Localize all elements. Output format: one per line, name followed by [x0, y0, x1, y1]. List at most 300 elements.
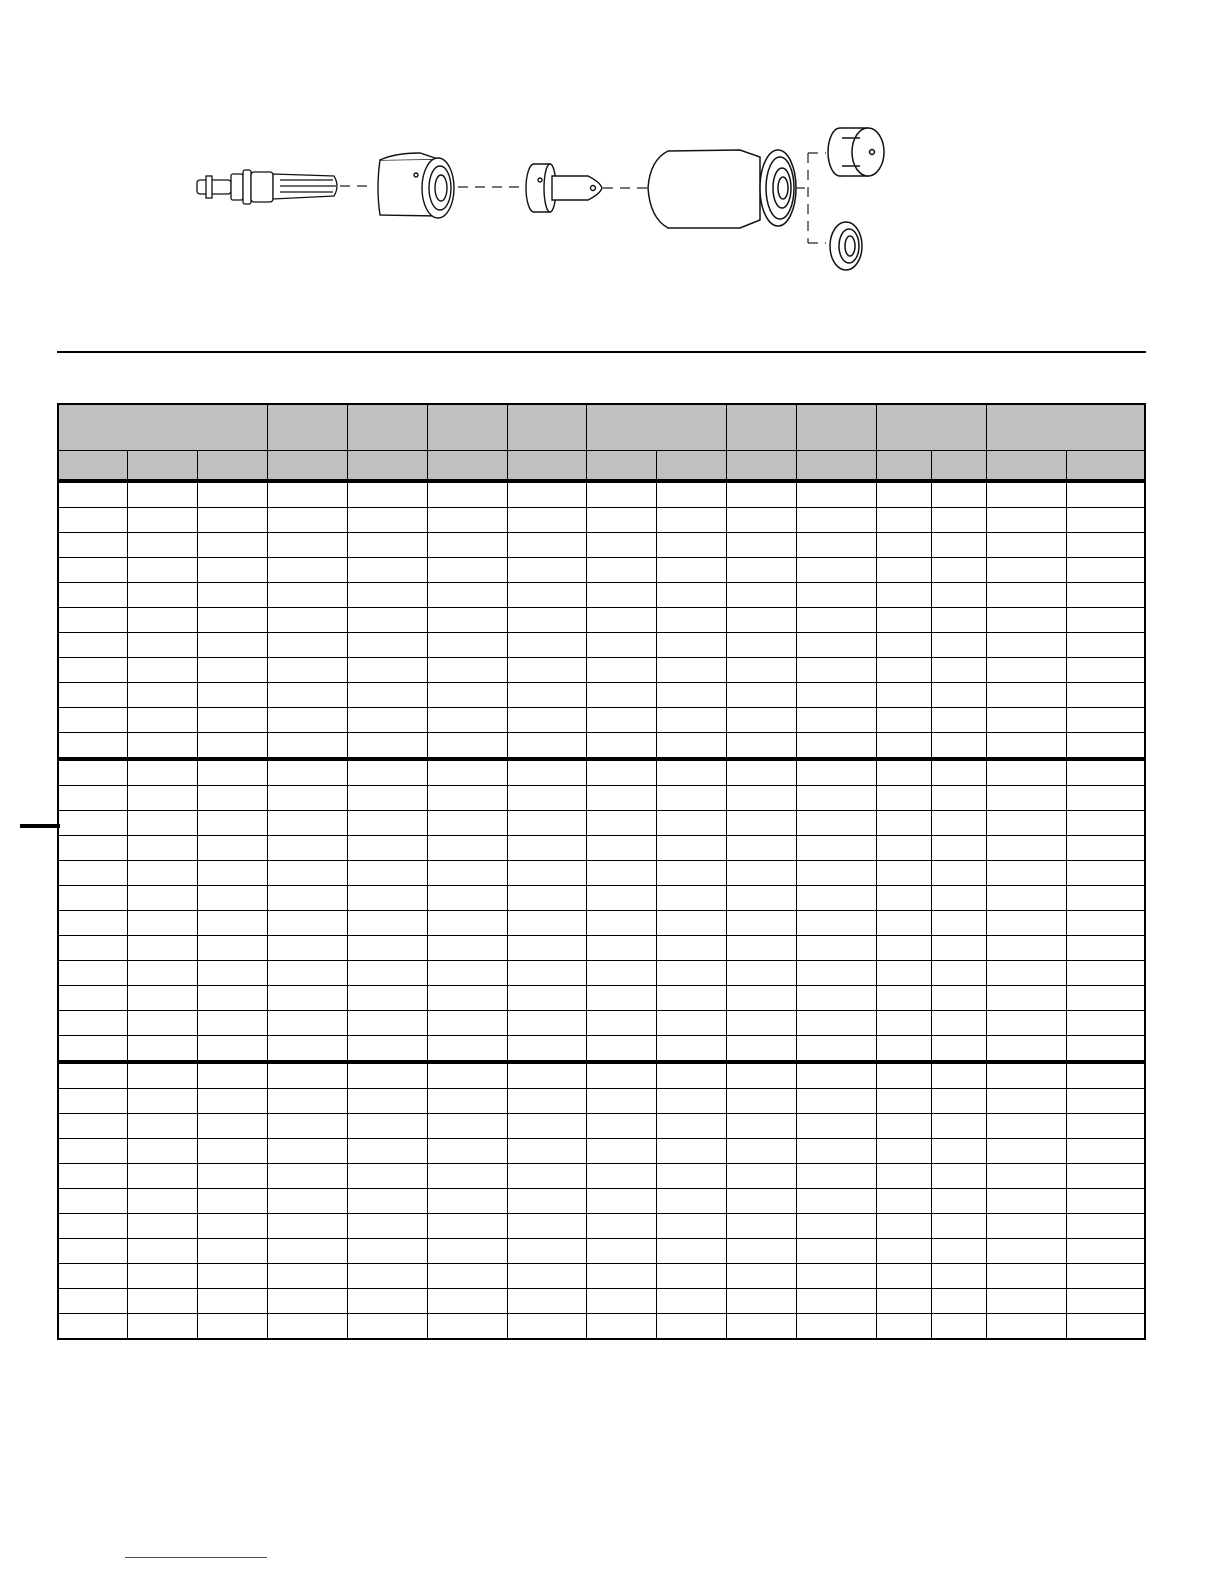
table-cell [267, 683, 347, 708]
table-cell [58, 633, 127, 658]
table-cell [876, 1089, 931, 1114]
table-cell [127, 608, 197, 633]
table-cell [127, 936, 197, 961]
table-cell [726, 608, 796, 633]
table-cell [931, 558, 986, 583]
table-cell [656, 1289, 726, 1314]
table-cell [986, 481, 1066, 508]
table-cell [347, 658, 427, 683]
table-cell [796, 733, 876, 760]
table-cell [507, 558, 586, 583]
table-cell [127, 708, 197, 733]
table-cell [586, 683, 656, 708]
table-cell [726, 1114, 796, 1139]
table-cell [876, 733, 931, 760]
table-cell [876, 533, 931, 558]
table-cell [1066, 811, 1145, 836]
table-cell [507, 1239, 586, 1264]
table-cell [586, 861, 656, 886]
table-cell [267, 1264, 347, 1289]
table-cell [1066, 733, 1145, 760]
table-cell [656, 1264, 726, 1289]
table-cell [58, 1114, 127, 1139]
table-row [58, 1164, 1145, 1189]
table-cell [58, 986, 127, 1011]
table-cell [586, 1139, 656, 1164]
table-cell [586, 481, 656, 508]
table-cell [58, 886, 127, 911]
table-cell [726, 1314, 796, 1340]
table-cell [1066, 683, 1145, 708]
table-cell [656, 633, 726, 658]
table-cell [876, 608, 931, 633]
table-cell [656, 1189, 726, 1214]
table-cell [58, 733, 127, 760]
table-cell [58, 481, 127, 508]
table-cell [58, 1062, 127, 1089]
table-cell [267, 1089, 347, 1114]
table-cell [347, 558, 427, 583]
subheader-cell [347, 451, 427, 482]
table-cell [58, 1264, 127, 1289]
table-cell [726, 861, 796, 886]
table-cell [986, 583, 1066, 608]
table-cell [986, 1062, 1066, 1089]
table-cell [197, 986, 267, 1011]
table-row [58, 911, 1145, 936]
table-cell [726, 658, 796, 683]
table-cell [267, 733, 347, 760]
change-bar [20, 824, 60, 828]
table-cell [197, 608, 267, 633]
table-cell [58, 759, 127, 786]
table-cell [656, 708, 726, 733]
table-cell [127, 658, 197, 683]
table-cell [197, 583, 267, 608]
table-cell [656, 911, 726, 936]
table-cell [197, 836, 267, 861]
table-cell [427, 886, 507, 911]
table-cell [986, 986, 1066, 1011]
table-cell [58, 508, 127, 533]
table-cell [427, 1314, 507, 1340]
table-cell [347, 936, 427, 961]
table-cell [347, 583, 427, 608]
subheader-cell [876, 451, 931, 482]
table-cell [197, 911, 267, 936]
table-cell [267, 1062, 347, 1089]
table-cell [656, 811, 726, 836]
table-cell [586, 836, 656, 861]
table-cell [127, 1089, 197, 1114]
table-cell [427, 961, 507, 986]
table-cell [876, 1189, 931, 1214]
table-cell [586, 886, 656, 911]
table-cell [507, 911, 586, 936]
table-cell [586, 786, 656, 811]
table-cell [586, 936, 656, 961]
table-cell [986, 786, 1066, 811]
table-cell [726, 1289, 796, 1314]
table-cell [58, 708, 127, 733]
table-cell [1066, 608, 1145, 633]
table-cell [931, 658, 986, 683]
table-cell [427, 1114, 507, 1139]
table-cell [931, 481, 986, 508]
subheader-cell [58, 451, 127, 482]
table-cell [986, 633, 1066, 658]
table-cell [197, 1164, 267, 1189]
table-row [58, 786, 1145, 811]
table-row [58, 811, 1145, 836]
table-cell [267, 986, 347, 1011]
table-cell [931, 1011, 986, 1036]
table-cell [58, 811, 127, 836]
table-cell [986, 1239, 1066, 1264]
header-group-cell [427, 404, 507, 451]
table-cell [796, 811, 876, 836]
table-cell [1066, 886, 1145, 911]
table-cell [1066, 658, 1145, 683]
table-cell [58, 1036, 127, 1063]
subheader-cell [427, 451, 507, 482]
table-cell [267, 708, 347, 733]
table-cell [427, 658, 507, 683]
table-cell [586, 911, 656, 936]
table-cell [796, 961, 876, 986]
table-cell [796, 911, 876, 936]
table-cell [876, 708, 931, 733]
table-cell [586, 1036, 656, 1063]
table-cell [347, 508, 427, 533]
table-cell [347, 986, 427, 1011]
table-cell [427, 1289, 507, 1314]
table-cell [656, 759, 726, 786]
table-cell [347, 1214, 427, 1239]
table-cell [427, 508, 507, 533]
table-cell [796, 1289, 876, 1314]
table-cell [347, 1264, 427, 1289]
table-cell [267, 633, 347, 658]
table-cell [427, 1089, 507, 1114]
table-cell [427, 936, 507, 961]
table-cell [726, 683, 796, 708]
table-cell [586, 961, 656, 986]
table-cell [507, 759, 586, 786]
table-cell [726, 733, 796, 760]
table-cell [986, 811, 1066, 836]
table-cell [986, 708, 1066, 733]
table-cell [986, 1164, 1066, 1189]
subheader-cell [586, 451, 656, 482]
table-cell [726, 836, 796, 861]
table-cell [1066, 508, 1145, 533]
table-cell [796, 886, 876, 911]
table-cell [197, 1189, 267, 1214]
table-cell [586, 1114, 656, 1139]
table-cell [127, 1036, 197, 1063]
table-cell [656, 1239, 726, 1264]
header-group-cell [726, 404, 796, 451]
table-cell [507, 608, 586, 633]
table-row [58, 1036, 1145, 1063]
table-cell [726, 533, 796, 558]
table-cell [726, 633, 796, 658]
table-cell [427, 1062, 507, 1089]
table-cell [586, 508, 656, 533]
table-row [58, 533, 1145, 558]
table-cell [656, 533, 726, 558]
table-cell [656, 1314, 726, 1340]
table-cell [267, 558, 347, 583]
table-cell [267, 658, 347, 683]
table-cell [507, 1011, 586, 1036]
table-cell [931, 811, 986, 836]
table-cell [427, 683, 507, 708]
table-cell [1066, 911, 1145, 936]
table-cell [876, 986, 931, 1011]
table-cell [197, 733, 267, 760]
table-cell [796, 936, 876, 961]
table-cell [1066, 1314, 1145, 1340]
table-cell [931, 759, 986, 786]
table-cell [58, 558, 127, 583]
table-cell [586, 1264, 656, 1289]
table-cell [1066, 786, 1145, 811]
table-cell [931, 683, 986, 708]
table-cell [876, 1011, 931, 1036]
header-group-cell [58, 404, 267, 451]
table-row [58, 1139, 1145, 1164]
table-cell [1066, 633, 1145, 658]
table-cell [58, 1164, 127, 1189]
table-cell [197, 1011, 267, 1036]
table-cell [986, 1089, 1066, 1114]
table-cell [197, 533, 267, 558]
table-cell [347, 811, 427, 836]
table-cell [726, 1036, 796, 1063]
table-cell [726, 986, 796, 1011]
table-cell [127, 1139, 197, 1164]
table-cell [586, 733, 656, 760]
table-cell [876, 481, 931, 508]
table-cell [127, 683, 197, 708]
table-cell [656, 733, 726, 760]
header-group-row [58, 404, 1145, 451]
table-row [58, 759, 1145, 786]
table-cell [796, 608, 876, 633]
table-cell [1066, 1164, 1145, 1189]
table-cell [796, 633, 876, 658]
table-cell [197, 1089, 267, 1114]
table-cell [267, 1114, 347, 1139]
table-row [58, 1011, 1145, 1036]
table-cell [197, 481, 267, 508]
table-row [58, 633, 1145, 658]
table-cell [931, 508, 986, 533]
table-cell [1066, 1189, 1145, 1214]
table-cell [127, 733, 197, 760]
table-cell [427, 759, 507, 786]
table-cell [931, 1189, 986, 1214]
table-cell [127, 1189, 197, 1214]
table-cell [796, 1314, 876, 1340]
table-cell [507, 811, 586, 836]
table-cell [127, 558, 197, 583]
table-cell [656, 961, 726, 986]
header-group-cell [347, 404, 427, 451]
table-cell [986, 1289, 1066, 1314]
table-cell [347, 786, 427, 811]
table-cell [986, 1011, 1066, 1036]
subheader-row [58, 451, 1145, 482]
table-cell [931, 1314, 986, 1340]
table-cell [267, 911, 347, 936]
table-cell [931, 633, 986, 658]
table-cell [427, 481, 507, 508]
table-cell [586, 1089, 656, 1114]
table-cell [1066, 708, 1145, 733]
table-cell [58, 1011, 127, 1036]
table-row [58, 986, 1145, 1011]
table-cell [347, 861, 427, 886]
deflector-icon [830, 222, 862, 270]
table-cell [796, 986, 876, 1011]
table-cell [427, 583, 507, 608]
cut-chart-table [57, 403, 1146, 1340]
table-cell [586, 759, 656, 786]
table-cell [986, 1189, 1066, 1214]
table-cell [876, 811, 931, 836]
swirl-ring-icon [378, 153, 454, 218]
table-cell [931, 608, 986, 633]
table-cell [1066, 836, 1145, 861]
table-cell [1066, 481, 1145, 508]
table-cell [796, 1139, 876, 1164]
table-cell [267, 961, 347, 986]
table-cell [58, 1139, 127, 1164]
table-cell [347, 1289, 427, 1314]
subheader-cell [197, 451, 267, 482]
table-cell [127, 1264, 197, 1289]
table-cell [796, 786, 876, 811]
table-cell [796, 481, 876, 508]
table-cell [127, 1164, 197, 1189]
table-cell [58, 1214, 127, 1239]
table-row [58, 558, 1145, 583]
table-cell [197, 1214, 267, 1239]
table-cell [986, 1036, 1066, 1063]
table-cell [876, 583, 931, 608]
table-cell [876, 759, 931, 786]
table-cell [931, 886, 986, 911]
table-cell [656, 683, 726, 708]
table-cell [427, 733, 507, 760]
table-cell [127, 836, 197, 861]
table-cell [507, 1139, 586, 1164]
table-cell [197, 1314, 267, 1340]
table-cell [796, 1036, 876, 1063]
table-cell [427, 558, 507, 583]
table-row [58, 861, 1145, 886]
table-cell [726, 1164, 796, 1189]
table-cell [1066, 1264, 1145, 1289]
table-cell [267, 508, 347, 533]
table-cell [347, 1089, 427, 1114]
table-cell [127, 759, 197, 786]
table-cell [267, 786, 347, 811]
table-row [58, 1239, 1145, 1264]
table-cell [986, 961, 1066, 986]
table-cell [347, 886, 427, 911]
table-cell [876, 886, 931, 911]
table-cell [197, 1239, 267, 1264]
table-cell [507, 633, 586, 658]
table-cell [197, 508, 267, 533]
table-cell [127, 811, 197, 836]
table-row [58, 1089, 1145, 1114]
table-cell [796, 1114, 876, 1139]
table-cell [197, 811, 267, 836]
table-cell [796, 1189, 876, 1214]
table-cell [796, 533, 876, 558]
table-cell [656, 936, 726, 961]
table-cell [347, 633, 427, 658]
header-group-cell [507, 404, 586, 451]
table-cell [127, 583, 197, 608]
table-cell [931, 861, 986, 886]
table-row [58, 708, 1145, 733]
header-group-cell [986, 404, 1145, 451]
table-cell [876, 911, 931, 936]
table-cell [1066, 861, 1145, 886]
table-cell [347, 1036, 427, 1063]
table-cell [876, 1164, 931, 1189]
table-cell [427, 811, 507, 836]
table-cell [427, 1164, 507, 1189]
table-cell [197, 759, 267, 786]
table-cell [726, 558, 796, 583]
table-cell [986, 1139, 1066, 1164]
table-cell [796, 558, 876, 583]
table-row [58, 508, 1145, 533]
table-cell [58, 961, 127, 986]
table-cell [931, 961, 986, 986]
table-cell [876, 961, 931, 986]
table-cell [427, 1264, 507, 1289]
table-cell [267, 583, 347, 608]
table-cell [58, 533, 127, 558]
subheader-cell [127, 451, 197, 482]
table-cell [1066, 1011, 1145, 1036]
table-cell [1066, 558, 1145, 583]
table-cell [267, 481, 347, 508]
table-cell [656, 508, 726, 533]
table-cell [267, 1139, 347, 1164]
table-cell [876, 1139, 931, 1164]
header-group-cell [586, 404, 726, 451]
table-cell [656, 1139, 726, 1164]
table-cell [507, 786, 586, 811]
retaining-cap-icon [648, 150, 796, 228]
table-cell [127, 1062, 197, 1089]
table-row [58, 961, 1145, 986]
table-cell [347, 683, 427, 708]
table-cell [347, 1239, 427, 1264]
table-cell [586, 1011, 656, 1036]
footer-link-underline[interactable] [125, 1557, 267, 1558]
table-cell [726, 1189, 796, 1214]
